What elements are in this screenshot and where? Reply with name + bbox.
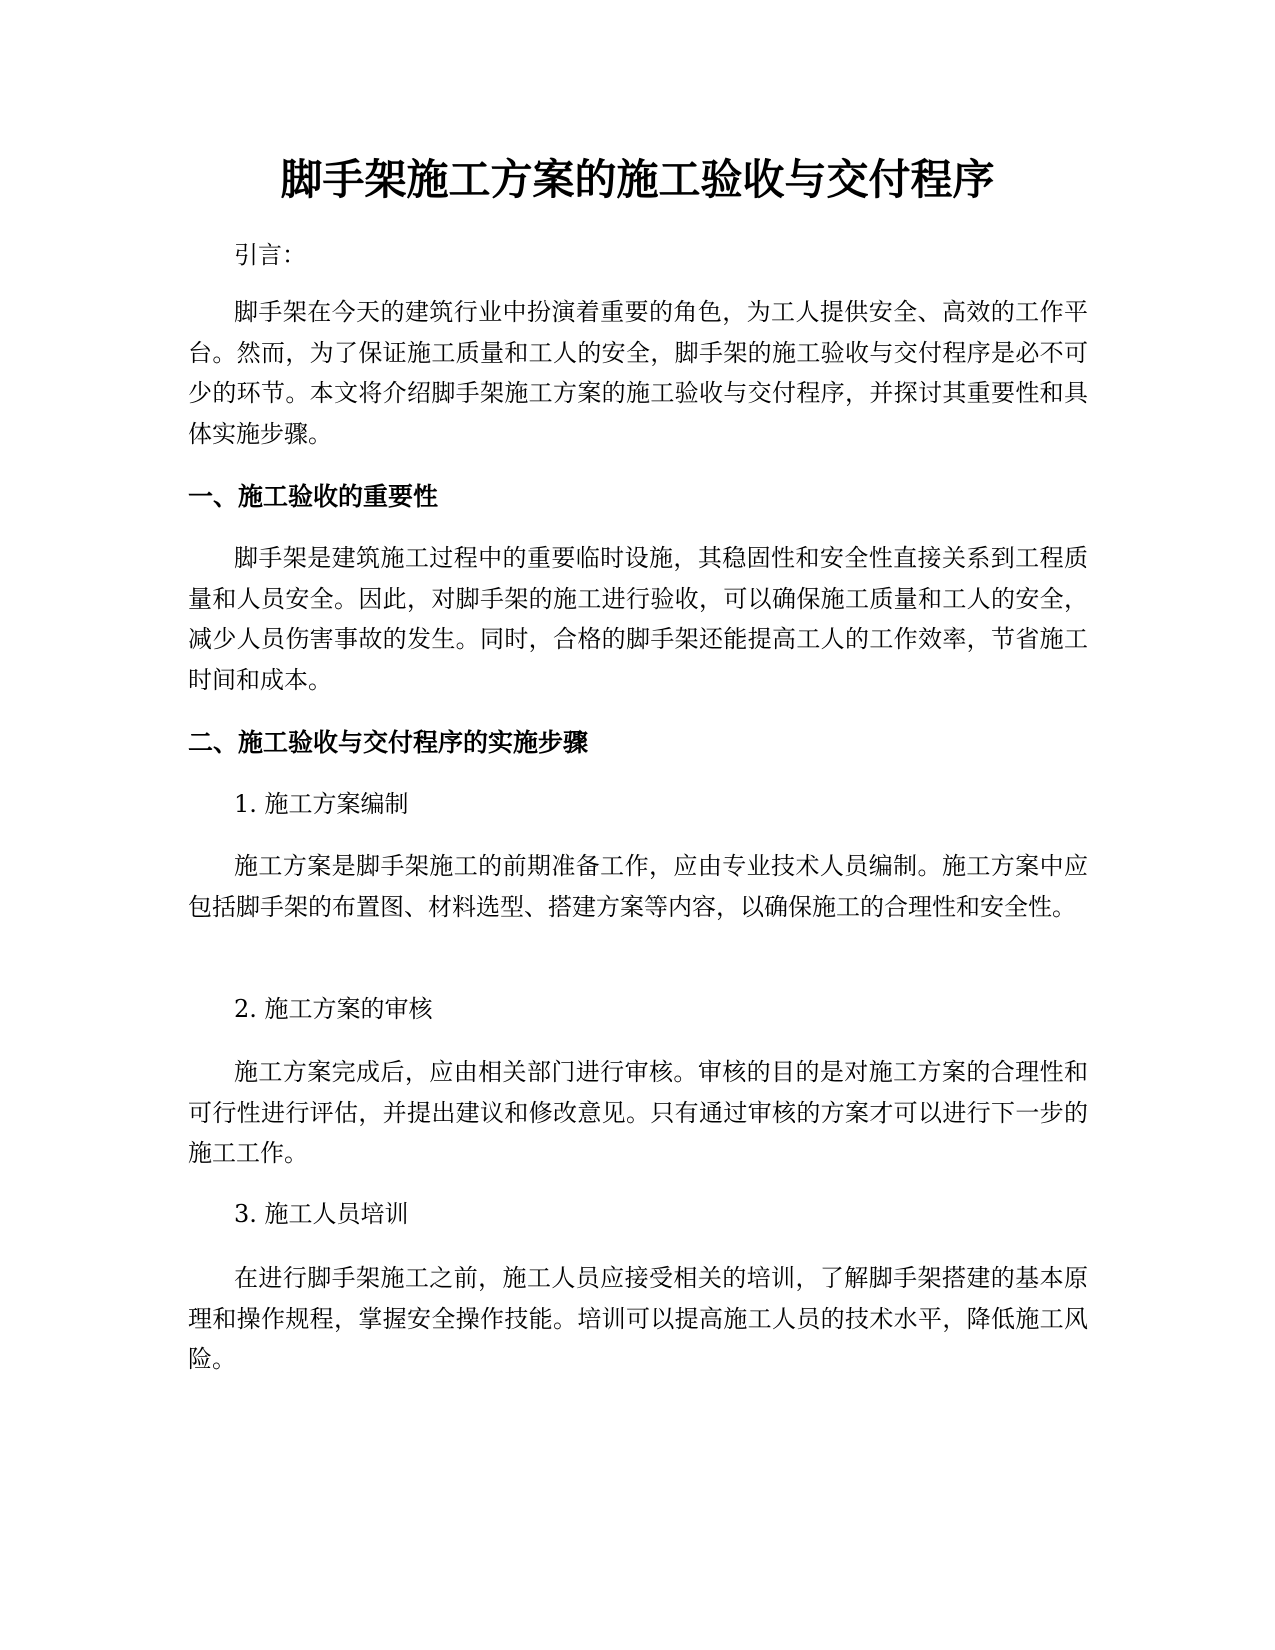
- intro-paragraph: 脚手架在今天的建筑行业中扮演着重要的角色，为工人提供安全、高效的工作平台。然而，为了保证施工质量和工人的安全，脚手架的施工验收与交付程序是必不可少的环节。本文将介绍脚手架施工方案的施工验收与交付程序，并探讨其重要性和具体实施步骤。: [188, 298, 1088, 448]
- intro-label: 引言：: [234, 241, 306, 269]
- document-title: 脚手架施工方案的施工验收与交付程序: [280, 155, 995, 204]
- step-3-paragraph: 在进行脚手架施工之前，施工人员应接受相关的培训，了解脚手架搭建的基本原理和操作规程，掌握安全操作技能。培训可以提高施工人员的技术水平，降低施工风险。: [188, 1264, 1088, 1373]
- section-1-paragraph: 脚手架是建筑施工过程中的重要临时设施，其稳固性和安全性直接关系到工程质量和人员安全。因此，对脚手架的施工进行验收，可以确保施工质量和工人的安全，减少人员伤害事故的发生。同时，合格的脚手架还能提高工人的工作效率，节省施工时间和成本。: [188, 544, 1088, 694]
- step-2-paragraph: 施工方案完成后，应由相关部门进行审核。审核的目的是对施工方案的合理性和可行性进行评估，并提出建议和修改意见。只有通过审核的方案才可以进行下一步的施工工作。: [188, 1058, 1088, 1167]
- step-1-paragraph: 施工方案是脚手架施工的前期准备工作，应由专业技术人员编制。施工方案中应包括脚手架的布置图、材料选型、搭建方案等内容，以确保施工的合理性和安全性。: [188, 852, 1088, 921]
- section-2-heading: 二、施工验收与交付程序的实施步骤: [188, 728, 589, 757]
- section-1-heading: 一、施工验收的重要性: [188, 482, 439, 511]
- step-2-title: 2. 施工方案的审核: [234, 995, 433, 1023]
- step-1-title: 1. 施工方案编制: [234, 790, 409, 818]
- step-3-title: 3. 施工人员培训: [234, 1200, 409, 1228]
